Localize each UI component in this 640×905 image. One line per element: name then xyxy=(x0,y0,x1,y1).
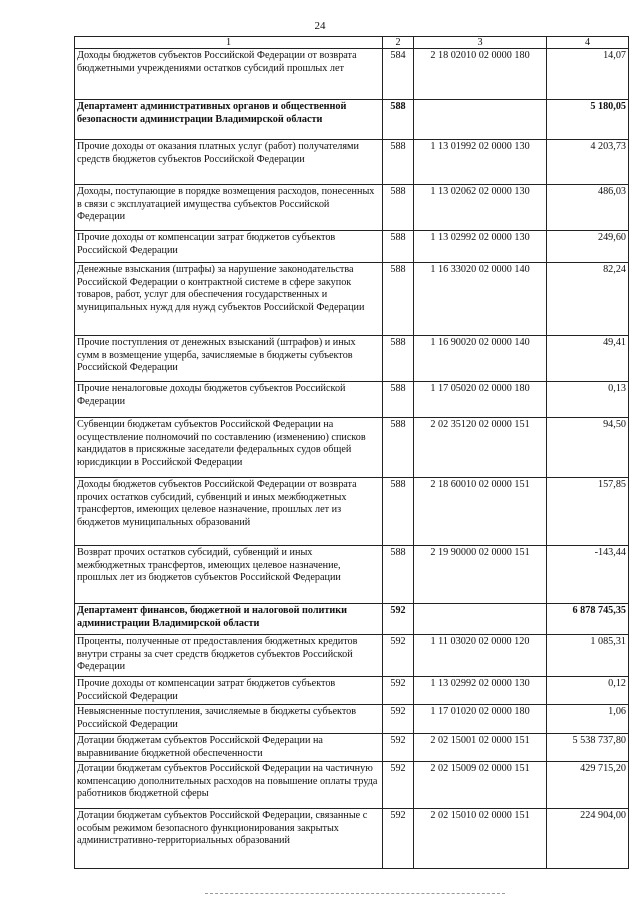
row-budget-code: 1 13 02992 02 0000 130 xyxy=(414,677,547,705)
row-admin-code: 588 xyxy=(383,478,414,546)
row-admin-code: 592 xyxy=(383,809,414,869)
row-name: Прочие доходы от оказания платных услуг (работ) получателями средств бюджетов субъектов Российской Федерации xyxy=(75,140,383,185)
row-budget-code: 2 02 15001 02 0000 151 xyxy=(414,734,547,762)
row-name: Доходы, поступающие в порядке возмещения расходов, понесенных в связи с эксплуатацией имущества субъектов Российской Федерации xyxy=(75,185,383,231)
row-budget-code: 1 16 33020 02 0000 140 xyxy=(414,263,547,336)
department-total: 5 180,05 xyxy=(547,100,629,140)
row-amount: 1,06 xyxy=(547,705,629,734)
department-name: Департамент административных органов и общественной безопасности администрации Владимирской области xyxy=(75,100,383,140)
row-budget-code: 2 02 15009 02 0000 151 xyxy=(414,762,547,809)
department-budget-code xyxy=(414,100,547,140)
table-row xyxy=(75,762,629,809)
table-row xyxy=(75,140,629,185)
row-budget-code: 2 19 90000 02 0000 151 xyxy=(414,546,547,604)
department-admin-code: 588 xyxy=(383,100,414,140)
row-amount: 5 538 737,80 xyxy=(547,734,629,762)
row-budget-code: 2 02 35120 02 0000 151 xyxy=(414,418,547,478)
table-row xyxy=(75,263,629,336)
row-amount: 82,24 xyxy=(547,263,629,336)
revenue-table xyxy=(74,36,629,869)
page-bottom-divider xyxy=(205,893,505,894)
page-number: 24 xyxy=(314,20,326,32)
row-amount: 4 203,73 xyxy=(547,140,629,185)
table-row xyxy=(75,185,629,231)
row-budget-code: 2 18 02010 02 0000 180 xyxy=(414,49,547,100)
row-amount: 14,07 xyxy=(547,49,629,100)
row-admin-code: 592 xyxy=(383,635,414,677)
row-budget-code: 2 02 15010 02 0000 151 xyxy=(414,809,547,869)
row-name: Прочие поступления от денежных взысканий (штрафов) и иных сумм в возмещение ущерба, зачисляемые в бюджеты субъектов Российской Федерации xyxy=(75,336,383,382)
row-admin-code: 592 xyxy=(383,677,414,705)
row-name: Субвенции бюджетам субъектов Российской Федерации на осуществление полномочий по составлению (изменению) списков кандидатов в присяжные заседатели федеральных судов общей юрисдикции в Российской Федерации xyxy=(75,418,383,478)
row-admin-code: 588 xyxy=(383,263,414,336)
row-admin-code: 588 xyxy=(383,546,414,604)
row-admin-code: 592 xyxy=(383,762,414,809)
row-amount: 94,50 xyxy=(547,418,629,478)
table-row xyxy=(75,336,629,382)
row-amount: 49,41 xyxy=(547,336,629,382)
row-name: Доходы бюджетов субъектов Российской Федерации от возврата бюджетными учреждениями остатков субсидий прошлых лет xyxy=(75,49,383,100)
row-budget-code: 1 11 03020 02 0000 120 xyxy=(414,635,547,677)
row-name: Возврат прочих остатков субсидий, субвенций и иных межбюджетных трансфертов, имеющих целевое назначение, прошлых лет из бюджетов субъектов Российской Федерации xyxy=(75,546,383,604)
row-budget-code: 1 13 01992 02 0000 130 xyxy=(414,140,547,185)
table-row xyxy=(75,49,629,100)
row-budget-code: 1 17 05020 02 0000 180 xyxy=(414,382,547,418)
row-amount: 224 904,00 xyxy=(547,809,629,869)
row-admin-code: 588 xyxy=(383,336,414,382)
department-row xyxy=(75,100,629,140)
row-amount: -143,44 xyxy=(547,546,629,604)
row-name: Дотации бюджетам субъектов Российской Федерации на выравнивание бюджетной обеспеченности xyxy=(75,734,383,762)
row-amount: 429 715,20 xyxy=(547,762,629,809)
header-col-1: 1 xyxy=(75,37,383,49)
row-admin-code: 592 xyxy=(383,734,414,762)
row-amount: 249,60 xyxy=(547,231,629,263)
table-row xyxy=(75,809,629,869)
row-admin-code: 588 xyxy=(383,382,414,418)
department-name: Департамент финансов, бюджетной и налоговой политики администрации Владимирской области xyxy=(75,604,383,635)
table-row xyxy=(75,635,629,677)
row-budget-code: 1 16 90020 02 0000 140 xyxy=(414,336,547,382)
row-budget-code: 1 17 01020 02 0000 180 xyxy=(414,705,547,734)
department-admin-code: 592 xyxy=(383,604,414,635)
table-row xyxy=(75,382,629,418)
row-amount: 157,85 xyxy=(547,478,629,546)
row-admin-code: 588 xyxy=(383,140,414,185)
row-name: Прочие доходы от компенсации затрат бюджетов субъектов Российской Федерации xyxy=(75,677,383,705)
row-amount: 1 085,31 xyxy=(547,635,629,677)
row-name: Доходы бюджетов субъектов Российской Федерации от возврата прочих остатков субсидий, субвенций и иных межбюджетных трансфертов, имеющих целевое назначение, прошлых лет из бюджетов муниципальных образований xyxy=(75,478,383,546)
table-header-row xyxy=(75,37,629,49)
header-col-2: 2 xyxy=(383,37,414,49)
department-total: 6 878 745,35 xyxy=(547,604,629,635)
table-row xyxy=(75,677,629,705)
row-name: Невыясненные поступления, зачисляемые в бюджеты субъектов Российской Федерации xyxy=(75,705,383,734)
row-admin-code: 588 xyxy=(383,231,414,263)
row-amount: 0,12 xyxy=(547,677,629,705)
table-row xyxy=(75,478,629,546)
row-admin-code: 588 xyxy=(383,185,414,231)
department-row xyxy=(75,604,629,635)
row-name: Прочие неналоговые доходы бюджетов субъектов Российской Федерации xyxy=(75,382,383,418)
header-col-4: 4 xyxy=(547,37,629,49)
department-budget-code xyxy=(414,604,547,635)
row-admin-code: 588 xyxy=(383,418,414,478)
row-budget-code: 2 18 60010 02 0000 151 xyxy=(414,478,547,546)
row-name: Денежные взыскания (штрафы) за нарушение законодательства Российской Федерации о контрактной системе в сфере закупок товаров, работ, услуг для обеспечения государственных и муниципальных нужд для нужд субъектов Российской Федерации xyxy=(75,263,383,336)
header-col-3: 3 xyxy=(414,37,547,49)
row-admin-code: 584 xyxy=(383,49,414,100)
row-name: Дотации бюджетам субъектов Российской Федерации на частичную компенсацию дополнительных расходов на повышение оплаты труда работников бюджетной сферы xyxy=(75,762,383,809)
row-amount: 0,13 xyxy=(547,382,629,418)
row-budget-code: 1 13 02992 02 0000 130 xyxy=(414,231,547,263)
table-row xyxy=(75,734,629,762)
row-amount: 486,03 xyxy=(547,185,629,231)
row-admin-code: 592 xyxy=(383,705,414,734)
table-row xyxy=(75,231,629,263)
row-budget-code: 1 13 02062 02 0000 130 xyxy=(414,185,547,231)
table-row xyxy=(75,418,629,478)
row-name: Дотации бюджетам субъектов Российской Федерации, связанные с особым режимом безопасного функционирования закрытых административно-территориальных образований xyxy=(75,809,383,869)
table-row xyxy=(75,705,629,734)
row-name: Проценты, полученные от предоставления бюджетных кредитов внутри страны за счет средств бюджетов субъектов Российской Федерации xyxy=(75,635,383,677)
row-name: Прочие доходы от компенсации затрат бюджетов субъектов Российской Федерации xyxy=(75,231,383,263)
table-row xyxy=(75,546,629,604)
